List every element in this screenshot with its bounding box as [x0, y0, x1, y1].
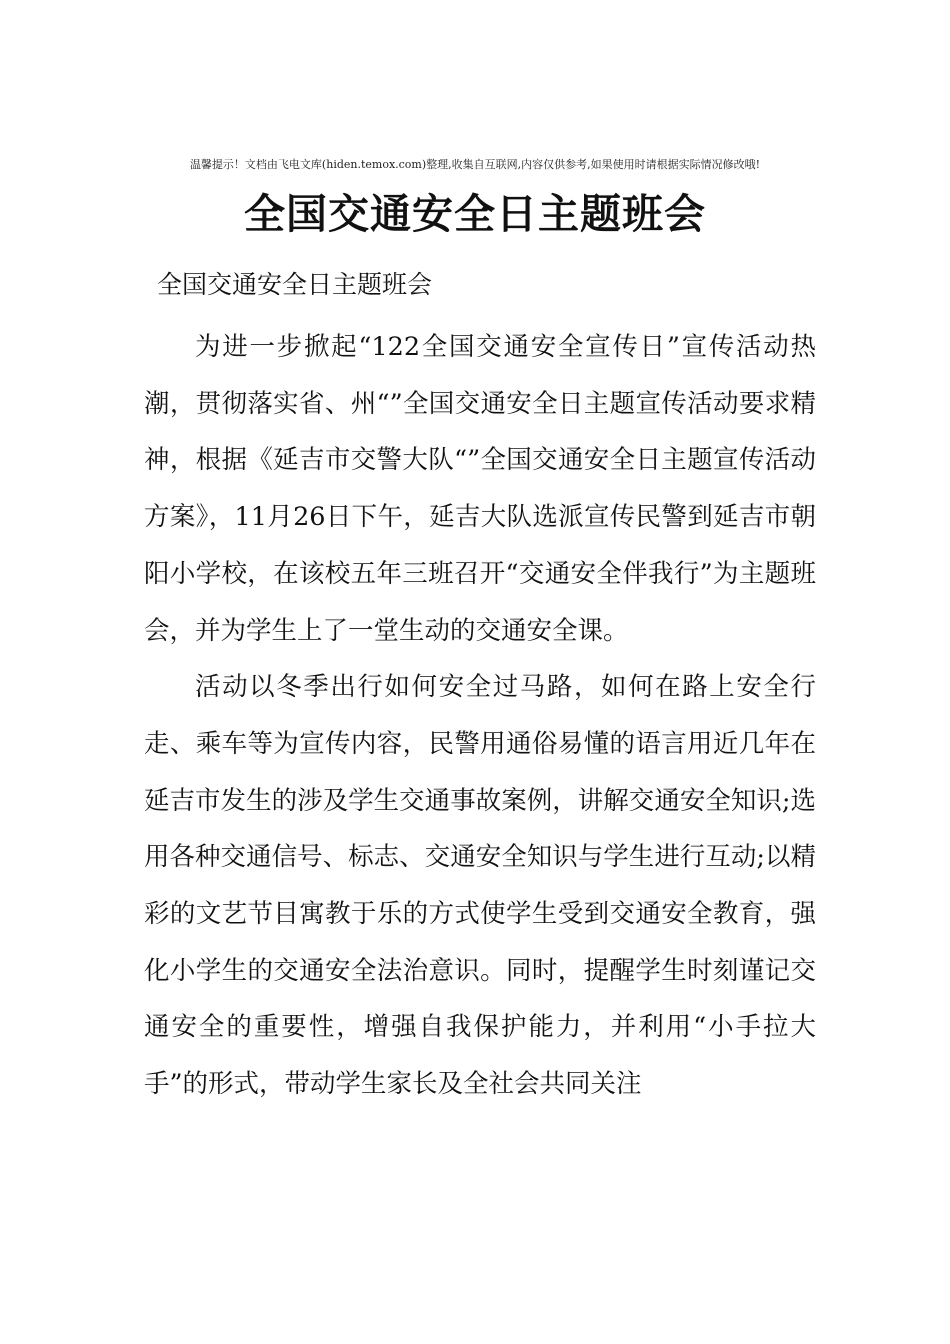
document-title: 全国交通安全日主题班会 — [244, 190, 706, 238]
paragraph: 为进一步掀起“122全国交通安全宣传日”宣传活动热潮，贯彻落实省、州“”全国交通安全日主题宣传活动要求精神，根据《延吉市交警大队“”全国交通安全日主题宣传活动方案》，11月26日下午，延吉大队选派宣传民警到延吉市朝阳小学校，在该校五年三班召开“交通安全伴我行”为主题班会，并为学生上了一堂生动的交通安全课。 — [144, 332, 816, 646]
header-notice: 温馨提示！文档由飞电文库(hiden.temox.com)整理,收集自互联网,内容仅供参考,如果使用时请根据实际情况修改哦! — [189, 158, 761, 171]
paragraph: 活动以冬季出行如何安全过马路，如何在路上安全行走、乘车等为宣传内容，民警用通俗易懂的语言用近几年在延吉市发生的涉及学生交通事故案例，讲解交通安全知识;选用各种交通信号、标志、交通安全知识与学生进行互动;以精彩的文艺节目寓教于乐的方式使学生受到交通安全教育，强化小学生的交通安全法治意识。同时，提醒学生时刻谨记交通安全的重要性，增强自我保护能力，并利用“小手拉大手”的形式，带动学生家长及全社会共同关注 — [144, 672, 816, 1100]
document-subtitle: 全国交通安全日主题班会 — [157, 270, 433, 299]
body-text — [144, 319, 816, 1113]
